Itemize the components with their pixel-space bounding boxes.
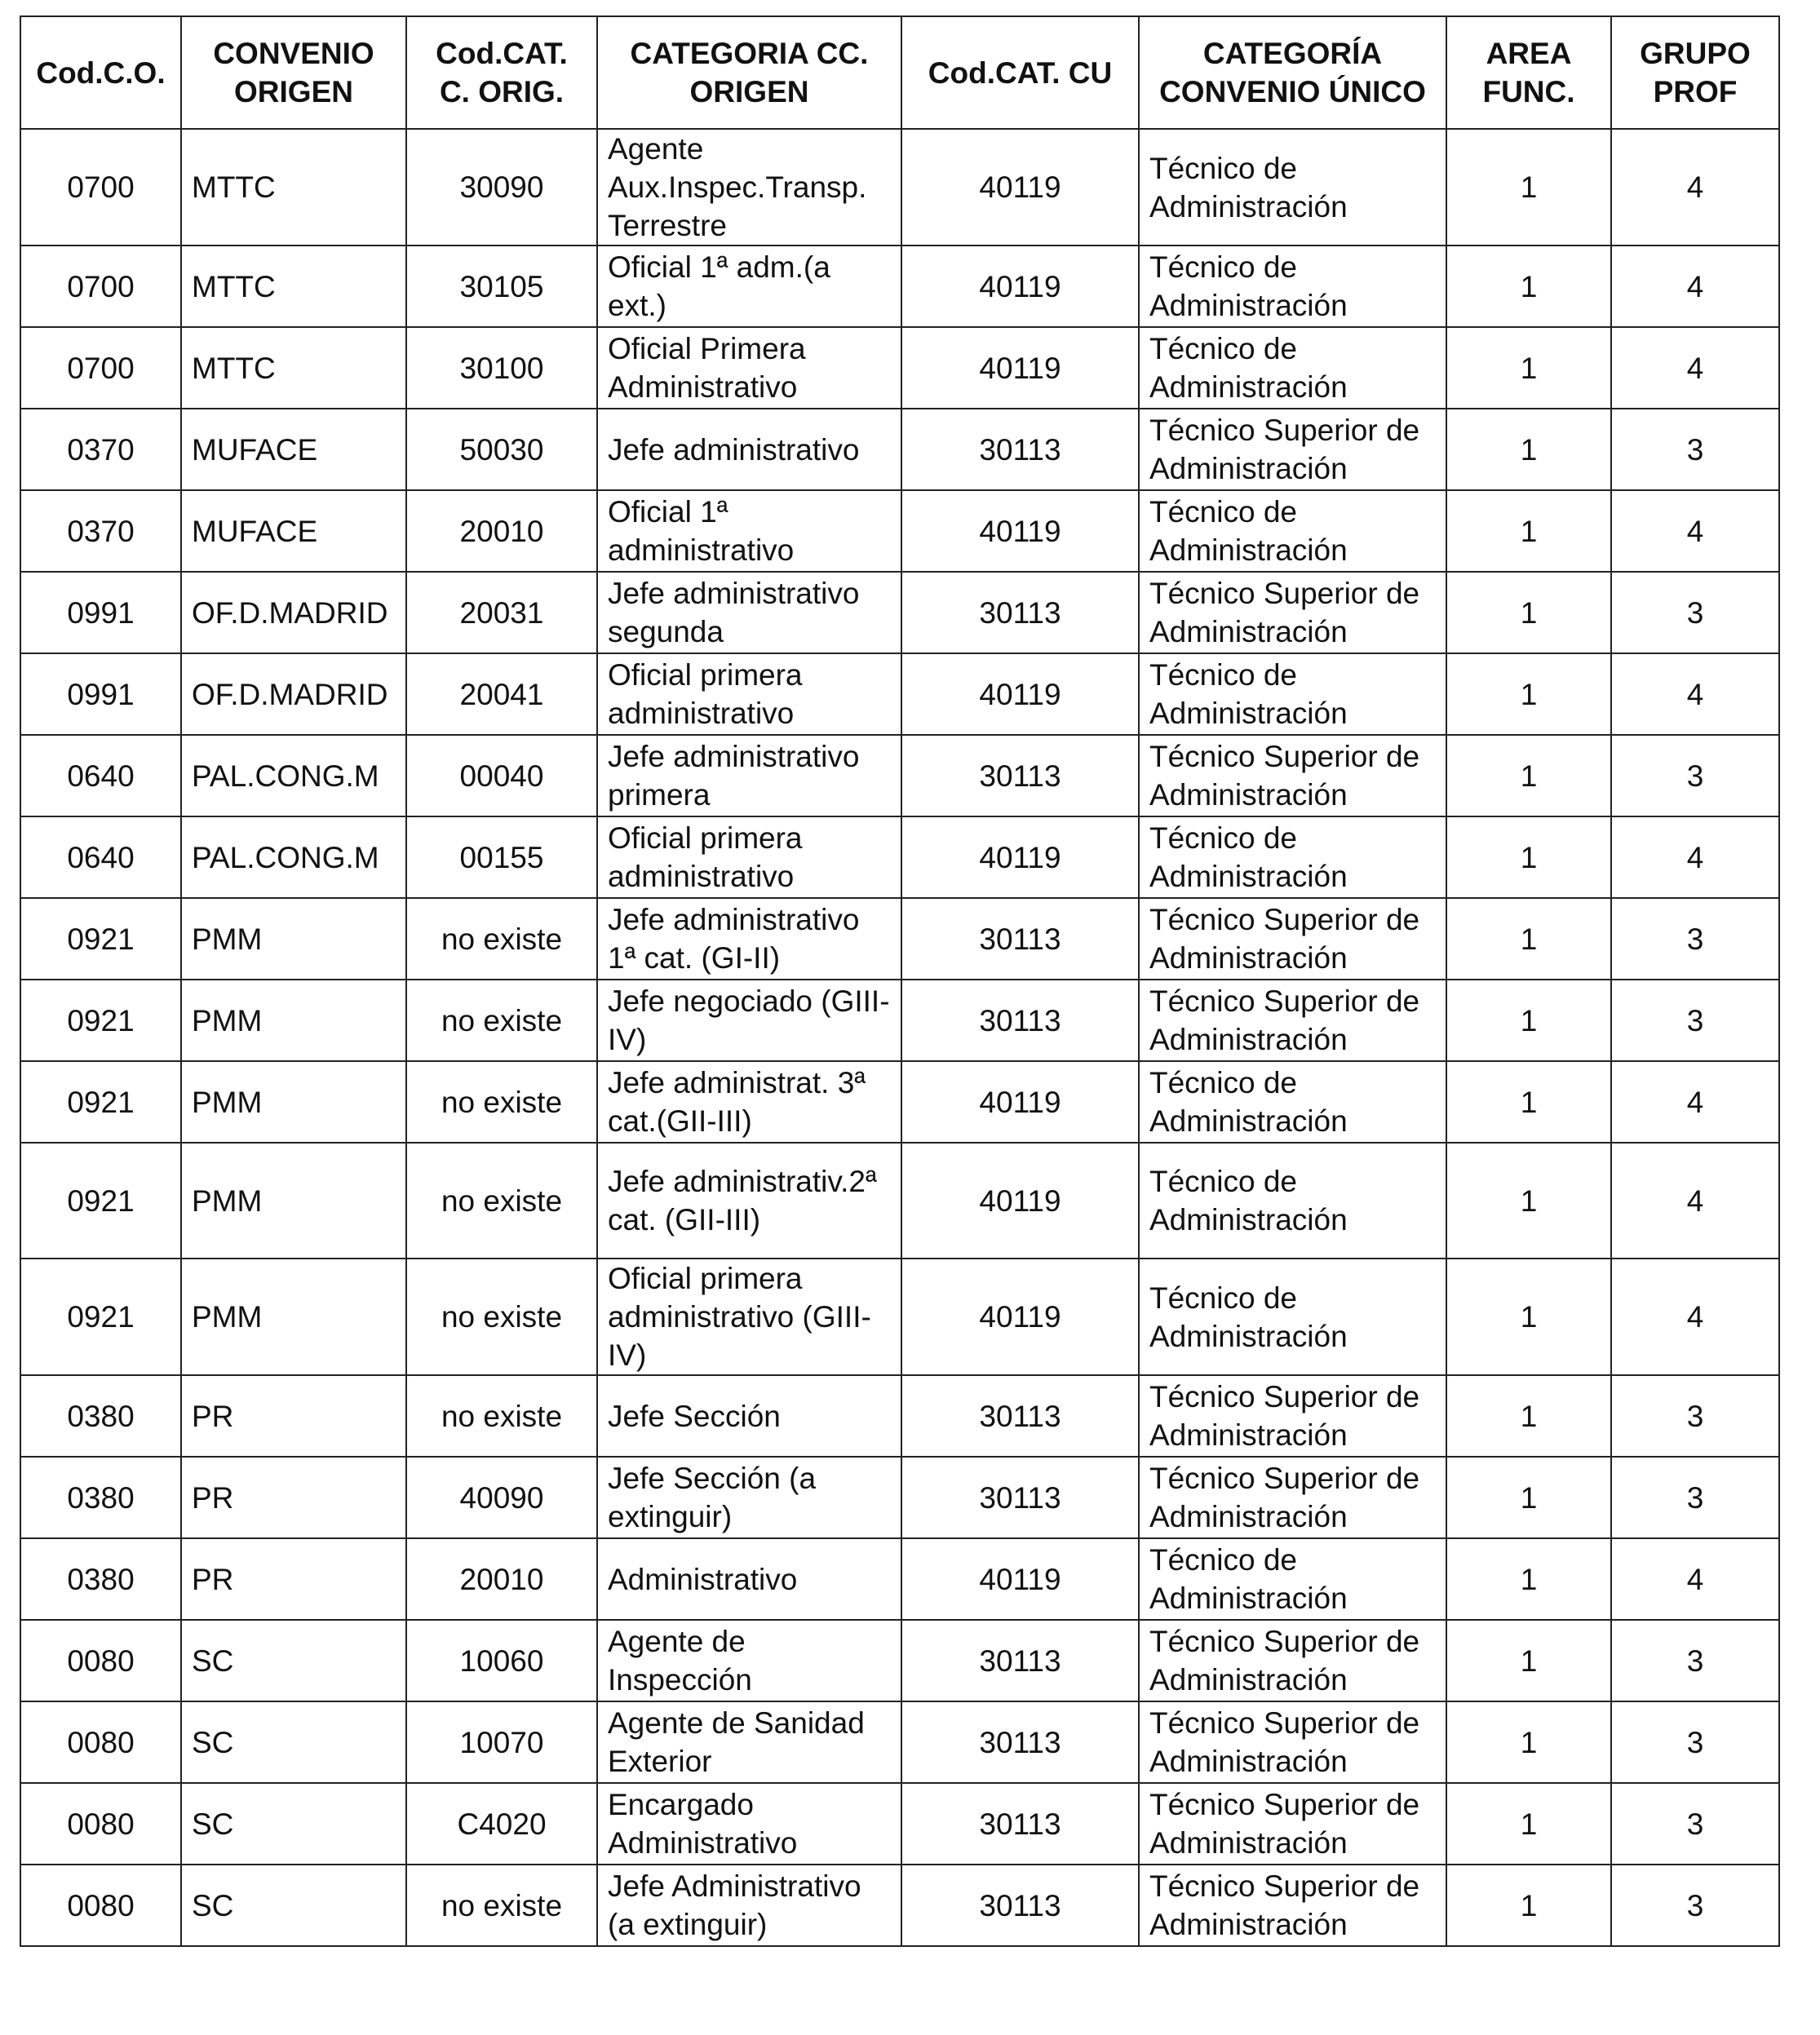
cell-categoria-cu: Técnico de Administración [1139,1538,1446,1620]
cell-cod-cat-orig: 30100 [406,327,597,409]
cell-grupo-prof: 4 [1611,816,1779,898]
cell-categoria-origen: Oficial 1ª adm.(a ext.) [597,246,901,327]
cell-convenio-origen: OF.D.MADRID [181,653,406,735]
cell-cod-cat-cu: 30113 [901,1457,1139,1538]
cell-area-func: 1 [1446,129,1611,246]
header-cod-co: Cod.C.O. [20,16,181,129]
cell-categoria-origen: Jefe administrativo segunda [597,572,901,653]
cell-area-func: 1 [1446,980,1611,1061]
cell-categoria-origen: Oficial primera administrativo (GIII-IV) [597,1259,901,1375]
cell-categoria-origen: Jefe Sección (a extinguir) [597,1457,901,1538]
table-row [20,1375,1779,1457]
cell-cod-cat-cu: 40119 [901,1061,1139,1143]
cell-area-func: 1 [1446,490,1611,572]
cell-cod-cat-orig: no existe [406,1375,597,1457]
cell-categoria-origen: Agente Aux.Inspec.Transp. Terrestre [597,129,901,246]
cell-area-func: 1 [1446,1701,1611,1783]
cell-categoria-origen: Agente de Sanidad Exterior [597,1701,901,1783]
cell-cod-cat-orig: no existe [406,1259,597,1375]
cell-cod-co: 0370 [20,490,181,572]
cell-cod-cat-cu: 40119 [901,1143,1139,1259]
cell-convenio-origen: PAL.CONG.M [181,816,406,898]
cell-cod-cat-cu: 40119 [901,490,1139,572]
cell-cod-cat-cu: 30113 [901,1865,1139,1946]
cell-categoria-cu: Técnico de Administración [1139,246,1446,327]
cell-cod-co: 0700 [20,246,181,327]
cell-cod-co: 0921 [20,1143,181,1259]
table-row [20,735,1779,816]
cell-categoria-cu: Técnico de Administración [1139,490,1446,572]
cell-categoria-origen: Jefe administrativo primera [597,735,901,816]
cell-convenio-origen: OF.D.MADRID [181,572,406,653]
cell-categoria-cu: Técnico Superior de Administración [1139,409,1446,490]
cell-cod-cat-cu: 40119 [901,1259,1139,1375]
cell-cod-co: 0370 [20,409,181,490]
table-row [20,1061,1779,1143]
cell-cod-cat-cu: 30113 [901,898,1139,980]
cell-convenio-origen: PR [181,1538,406,1620]
cell-area-func: 1 [1446,1620,1611,1701]
cell-categoria-origen: Jefe administrativo [597,409,901,490]
cell-convenio-origen: MTTC [181,246,406,327]
cell-categoria-origen: Oficial Primera Administrativo [597,327,901,409]
cell-categoria-cu: Técnico de Administración [1139,1259,1446,1375]
cell-grupo-prof: 3 [1611,980,1779,1061]
cell-cod-cat-orig: 20031 [406,572,597,653]
cell-categoria-cu: Técnico Superior de Administración [1139,1701,1446,1783]
cell-convenio-origen: MUFACE [181,409,406,490]
cell-cod-cat-cu: 40119 [901,327,1139,409]
cell-categoria-origen: Oficial primera administrativo [597,653,901,735]
category-mapping-table [20,15,1780,1947]
cell-categoria-origen: Jefe administrat. 3ª cat.(GII-III) [597,1061,901,1143]
cell-categoria-cu: Técnico de Administración [1139,816,1446,898]
cell-cod-cat-cu: 30113 [901,1375,1139,1457]
cell-area-func: 1 [1446,898,1611,980]
cell-area-func: 1 [1446,653,1611,735]
cell-cod-cat-orig: 30105 [406,246,597,327]
cell-grupo-prof: 4 [1611,490,1779,572]
cell-cod-co: 0921 [20,1061,181,1143]
cell-categoria-cu: Técnico de Administración [1139,1061,1446,1143]
cell-categoria-cu: Técnico Superior de Administración [1139,1865,1446,1946]
cell-categoria-origen: Agente de Inspección [597,1620,901,1701]
cell-categoria-origen: Oficial primera administrativo [597,816,901,898]
cell-categoria-cu: Técnico Superior de Administración [1139,572,1446,653]
header-cod-cat-orig: Cod.CAT. C. ORIG. [406,16,597,129]
cell-grupo-prof: 3 [1611,1865,1779,1946]
header-area-func: AREA FUNC. [1446,16,1611,129]
cell-area-func: 1 [1446,1865,1611,1946]
cell-grupo-prof: 4 [1611,1061,1779,1143]
cell-categoria-cu: Técnico Superior de Administración [1139,898,1446,980]
header-cod-cat-cu: Cod.CAT. CU [901,16,1139,129]
cell-cod-co: 0991 [20,572,181,653]
table-row [20,572,1779,653]
cell-categoria-cu: Técnico Superior de Administración [1139,1620,1446,1701]
cell-grupo-prof: 4 [1611,1143,1779,1259]
cell-grupo-prof: 3 [1611,1783,1779,1865]
cell-cod-co: 0991 [20,653,181,735]
cell-convenio-origen: MTTC [181,327,406,409]
cell-grupo-prof: 4 [1611,653,1779,735]
table-row [20,898,1779,980]
table-row [20,1865,1779,1946]
cell-categoria-cu: Técnico de Administración [1139,1143,1446,1259]
table-row [20,816,1779,898]
cell-cod-cat-orig: 00155 [406,816,597,898]
table-row [20,653,1779,735]
header-categoria-origen: CATEGORIA CC. ORIGEN [597,16,901,129]
cell-grupo-prof: 3 [1611,898,1779,980]
table-row [20,980,1779,1061]
cell-categoria-origen: Administrativo [597,1538,901,1620]
cell-convenio-origen: PMM [181,1061,406,1143]
cell-cod-co: 0921 [20,898,181,980]
cell-cod-co: 0080 [20,1620,181,1701]
cell-cod-cat-orig: no existe [406,980,597,1061]
table-row [20,246,1779,327]
cell-grupo-prof: 4 [1611,246,1779,327]
cell-cod-cat-cu: 40119 [901,1538,1139,1620]
cell-convenio-origen: PMM [181,1259,406,1375]
header-row [20,16,1779,129]
header-grupo-prof: GRUPO PROF [1611,16,1779,129]
cell-grupo-prof: 3 [1611,1457,1779,1538]
cell-cod-cat-orig: 20041 [406,653,597,735]
cell-convenio-origen: MUFACE [181,490,406,572]
cell-grupo-prof: 3 [1611,1701,1779,1783]
cell-convenio-origen: SC [181,1620,406,1701]
cell-cod-cat-cu: 40119 [901,246,1139,327]
table-row [20,1783,1779,1865]
header-convenio-origen: CONVENIO ORIGEN [181,16,406,129]
cell-grupo-prof: 3 [1611,735,1779,816]
cell-grupo-prof: 3 [1611,1375,1779,1457]
cell-cod-cat-cu: 30113 [901,980,1139,1061]
cell-categoria-cu: Técnico de Administración [1139,327,1446,409]
cell-area-func: 1 [1446,816,1611,898]
cell-grupo-prof: 4 [1611,1538,1779,1620]
header-categoria-cu: CATEGORÍA CONVENIO ÚNICO [1139,16,1446,129]
cell-area-func: 1 [1446,327,1611,409]
cell-area-func: 1 [1446,246,1611,327]
cell-categoria-cu: Técnico Superior de Administración [1139,735,1446,816]
cell-area-func: 1 [1446,735,1611,816]
cell-categoria-cu: Técnico Superior de Administración [1139,1375,1446,1457]
cell-convenio-origen: PR [181,1457,406,1538]
cell-cod-co: 0380 [20,1375,181,1457]
cell-categoria-origen: Jefe Sección [597,1375,901,1457]
cell-cod-co: 0921 [20,980,181,1061]
cell-area-func: 1 [1446,1783,1611,1865]
cell-cod-cat-orig: 30090 [406,129,597,246]
cell-grupo-prof: 3 [1611,572,1779,653]
cell-grupo-prof: 3 [1611,409,1779,490]
cell-cod-cat-orig: 10060 [406,1620,597,1701]
cell-cod-cat-cu: 30113 [901,1620,1139,1701]
cell-convenio-origen: PMM [181,980,406,1061]
table-row [20,1259,1779,1375]
cell-cod-cat-cu: 30113 [901,1783,1139,1865]
cell-convenio-origen: SC [181,1783,406,1865]
cell-area-func: 1 [1446,1375,1611,1457]
cell-cod-cat-orig: no existe [406,1865,597,1946]
cell-cod-co: 0921 [20,1259,181,1375]
cell-categoria-origen: Encargado Administrativo [597,1783,901,1865]
cell-convenio-origen: PMM [181,898,406,980]
cell-categoria-cu: Técnico Superior de Administración [1139,1457,1446,1538]
cell-cod-co: 0080 [20,1865,181,1946]
table-row [20,1538,1779,1620]
table-row [20,1701,1779,1783]
cell-cod-cat-orig: 50030 [406,409,597,490]
cell-categoria-origen: Jefe negociado (GIII-IV) [597,980,901,1061]
table-row [20,1143,1779,1259]
cell-convenio-origen: PR [181,1375,406,1457]
cell-cod-cat-orig: 20010 [406,1538,597,1620]
cell-categoria-cu: Técnico Superior de Administración [1139,1783,1446,1865]
cell-cod-cat-orig: 40090 [406,1457,597,1538]
cell-convenio-origen: PAL.CONG.M [181,735,406,816]
cell-cod-co: 0700 [20,129,181,246]
cell-categoria-cu: Técnico Superior de Administración [1139,980,1446,1061]
cell-cod-cat-cu: 30113 [901,1701,1139,1783]
cell-cod-co: 0640 [20,816,181,898]
cell-area-func: 1 [1446,1259,1611,1375]
cell-convenio-origen: SC [181,1865,406,1946]
cell-cod-co: 0380 [20,1457,181,1538]
cell-area-func: 1 [1446,1061,1611,1143]
table-row [20,129,1779,246]
cell-convenio-origen: PMM [181,1143,406,1259]
cell-grupo-prof: 4 [1611,1259,1779,1375]
cell-cod-cat-cu: 30113 [901,409,1139,490]
cell-convenio-origen: MTTC [181,129,406,246]
cell-area-func: 1 [1446,1457,1611,1538]
cell-categoria-cu: Técnico de Administración [1139,129,1446,246]
cell-area-func: 1 [1446,572,1611,653]
table-row [20,1457,1779,1538]
cell-cod-co: 0700 [20,327,181,409]
cell-area-func: 1 [1446,409,1611,490]
cell-categoria-origen: Jefe administrativo 1ª cat. (GI-II) [597,898,901,980]
cell-categoria-origen: Oficial 1ª administrativo [597,490,901,572]
cell-cod-cat-orig: 10070 [406,1701,597,1783]
cell-cod-cat-orig: no existe [406,898,597,980]
table-row [20,327,1779,409]
cell-cod-co: 0080 [20,1701,181,1783]
cell-convenio-origen: SC [181,1701,406,1783]
cell-area-func: 1 [1446,1538,1611,1620]
cell-cod-co: 0640 [20,735,181,816]
table-row [20,1620,1779,1701]
table-row [20,409,1779,490]
cell-area-func: 1 [1446,1143,1611,1259]
cell-cod-cat-cu: 40119 [901,129,1139,246]
table-row [20,490,1779,572]
cell-grupo-prof: 3 [1611,1620,1779,1701]
cell-cod-co: 0380 [20,1538,181,1620]
cell-cod-cat-orig: 20010 [406,490,597,572]
cell-categoria-cu: Técnico de Administración [1139,653,1446,735]
cell-grupo-prof: 4 [1611,327,1779,409]
cell-cod-cat-orig: no existe [406,1061,597,1143]
cell-grupo-prof: 4 [1611,129,1779,246]
cell-categoria-origen: Jefe Administrativo (a extinguir) [597,1865,901,1946]
cell-cod-cat-orig: 00040 [406,735,597,816]
cell-cod-cat-cu: 40119 [901,816,1139,898]
cell-cod-cat-cu: 40119 [901,653,1139,735]
cell-cod-cat-orig: C4020 [406,1783,597,1865]
cell-cod-cat-cu: 30113 [901,572,1139,653]
cell-cod-cat-orig: no existe [406,1143,597,1259]
cell-cod-cat-cu: 30113 [901,735,1139,816]
cell-categoria-origen: Jefe administrativ.2ª cat. (GII-III) [597,1143,901,1259]
cell-cod-co: 0080 [20,1783,181,1865]
